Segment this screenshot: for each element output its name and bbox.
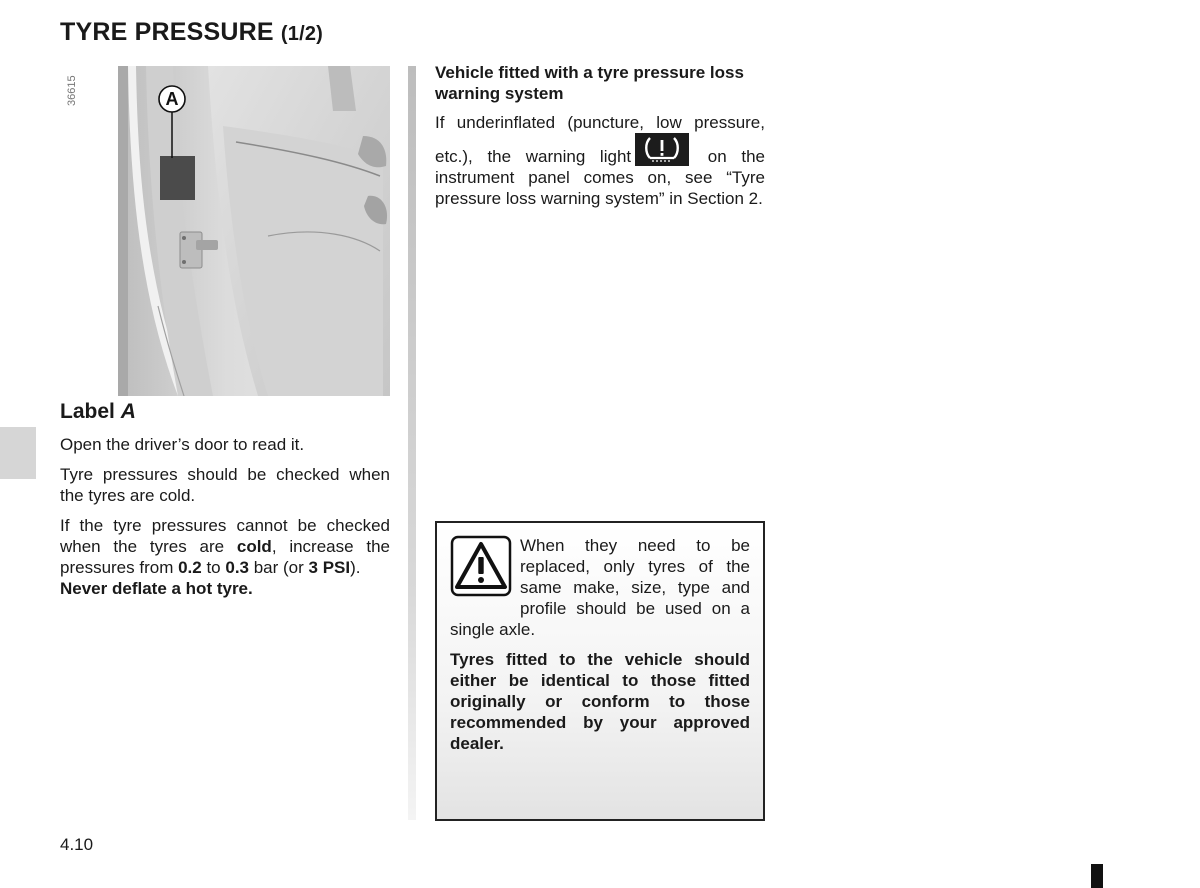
p3-cold: cold <box>236 537 272 556</box>
p3-text-c: to <box>201 558 226 577</box>
corner-mark <box>1091 864 1103 888</box>
caution-text: When they need to be replaced, only tyres of the same make, size, type and profile should be used on a single axle. <box>450 536 750 639</box>
section-side-tab <box>0 427 36 479</box>
tpms-paragraph <box>435 112 765 209</box>
page-title <box>60 18 323 47</box>
p3-text-a: If the tyre pressures cannot be checked when the tyres are <box>60 516 390 556</box>
caution-bold-text: Tyres fitted to the vehicle should either be identical to those fitted originally or conform to those recommended by your approved dealer. <box>450 650 750 753</box>
door-illustration <box>118 66 390 396</box>
caution-box <box>435 521 765 821</box>
page-title-part: (1/2) <box>280 23 324 45</box>
tpms-heading: Vehicle fitted with a tyre pressure loss warning system <box>435 63 744 103</box>
p3-pressure-low: 0.2 <box>178 558 202 577</box>
p3-psi: 3 PSI <box>308 558 351 577</box>
p3-hot-tyre-warning: Never deflate a hot tyre. <box>60 579 253 598</box>
tpms-section <box>435 62 765 218</box>
warning-triangle-icon <box>450 535 512 597</box>
callout-letter-a: A <box>165 89 179 109</box>
page-title-main: TYRE PRESSURE <box>60 18 274 46</box>
tpms-text-before-icon: If underinflated (puncture, low pressure, etc.), the warning light <box>435 113 765 166</box>
p3-pressure-high: 0.3 <box>225 558 249 577</box>
label-paragraph-3 <box>60 515 390 599</box>
label-section <box>60 400 390 608</box>
tpms-text-after-icon: on the instrument panel comes on, see “Tyre pressure loss warning system” in Section 2. <box>435 147 765 208</box>
label-heading-prefix: Label <box>60 400 115 423</box>
p3-text-d: bar (or <box>249 558 309 577</box>
tyre-pressure-warning-light-icon <box>635 133 689 166</box>
label-heading <box>60 400 390 424</box>
column-divider <box>408 66 416 820</box>
label-paragraph-1: Open the driver’s door to read it. <box>60 435 305 454</box>
illustration-ref-number: 36615 <box>66 75 78 107</box>
label-paragraph-2: Tyre pressures should be checked when the tyres are cold. <box>60 465 390 505</box>
page-number: 4.10 <box>60 835 94 854</box>
p3-text-b: , increase the pressures from <box>60 537 391 577</box>
label-heading-letter: A <box>120 400 136 423</box>
p3-text-e: ). <box>350 558 361 577</box>
tyre-label-sticker <box>160 156 195 200</box>
